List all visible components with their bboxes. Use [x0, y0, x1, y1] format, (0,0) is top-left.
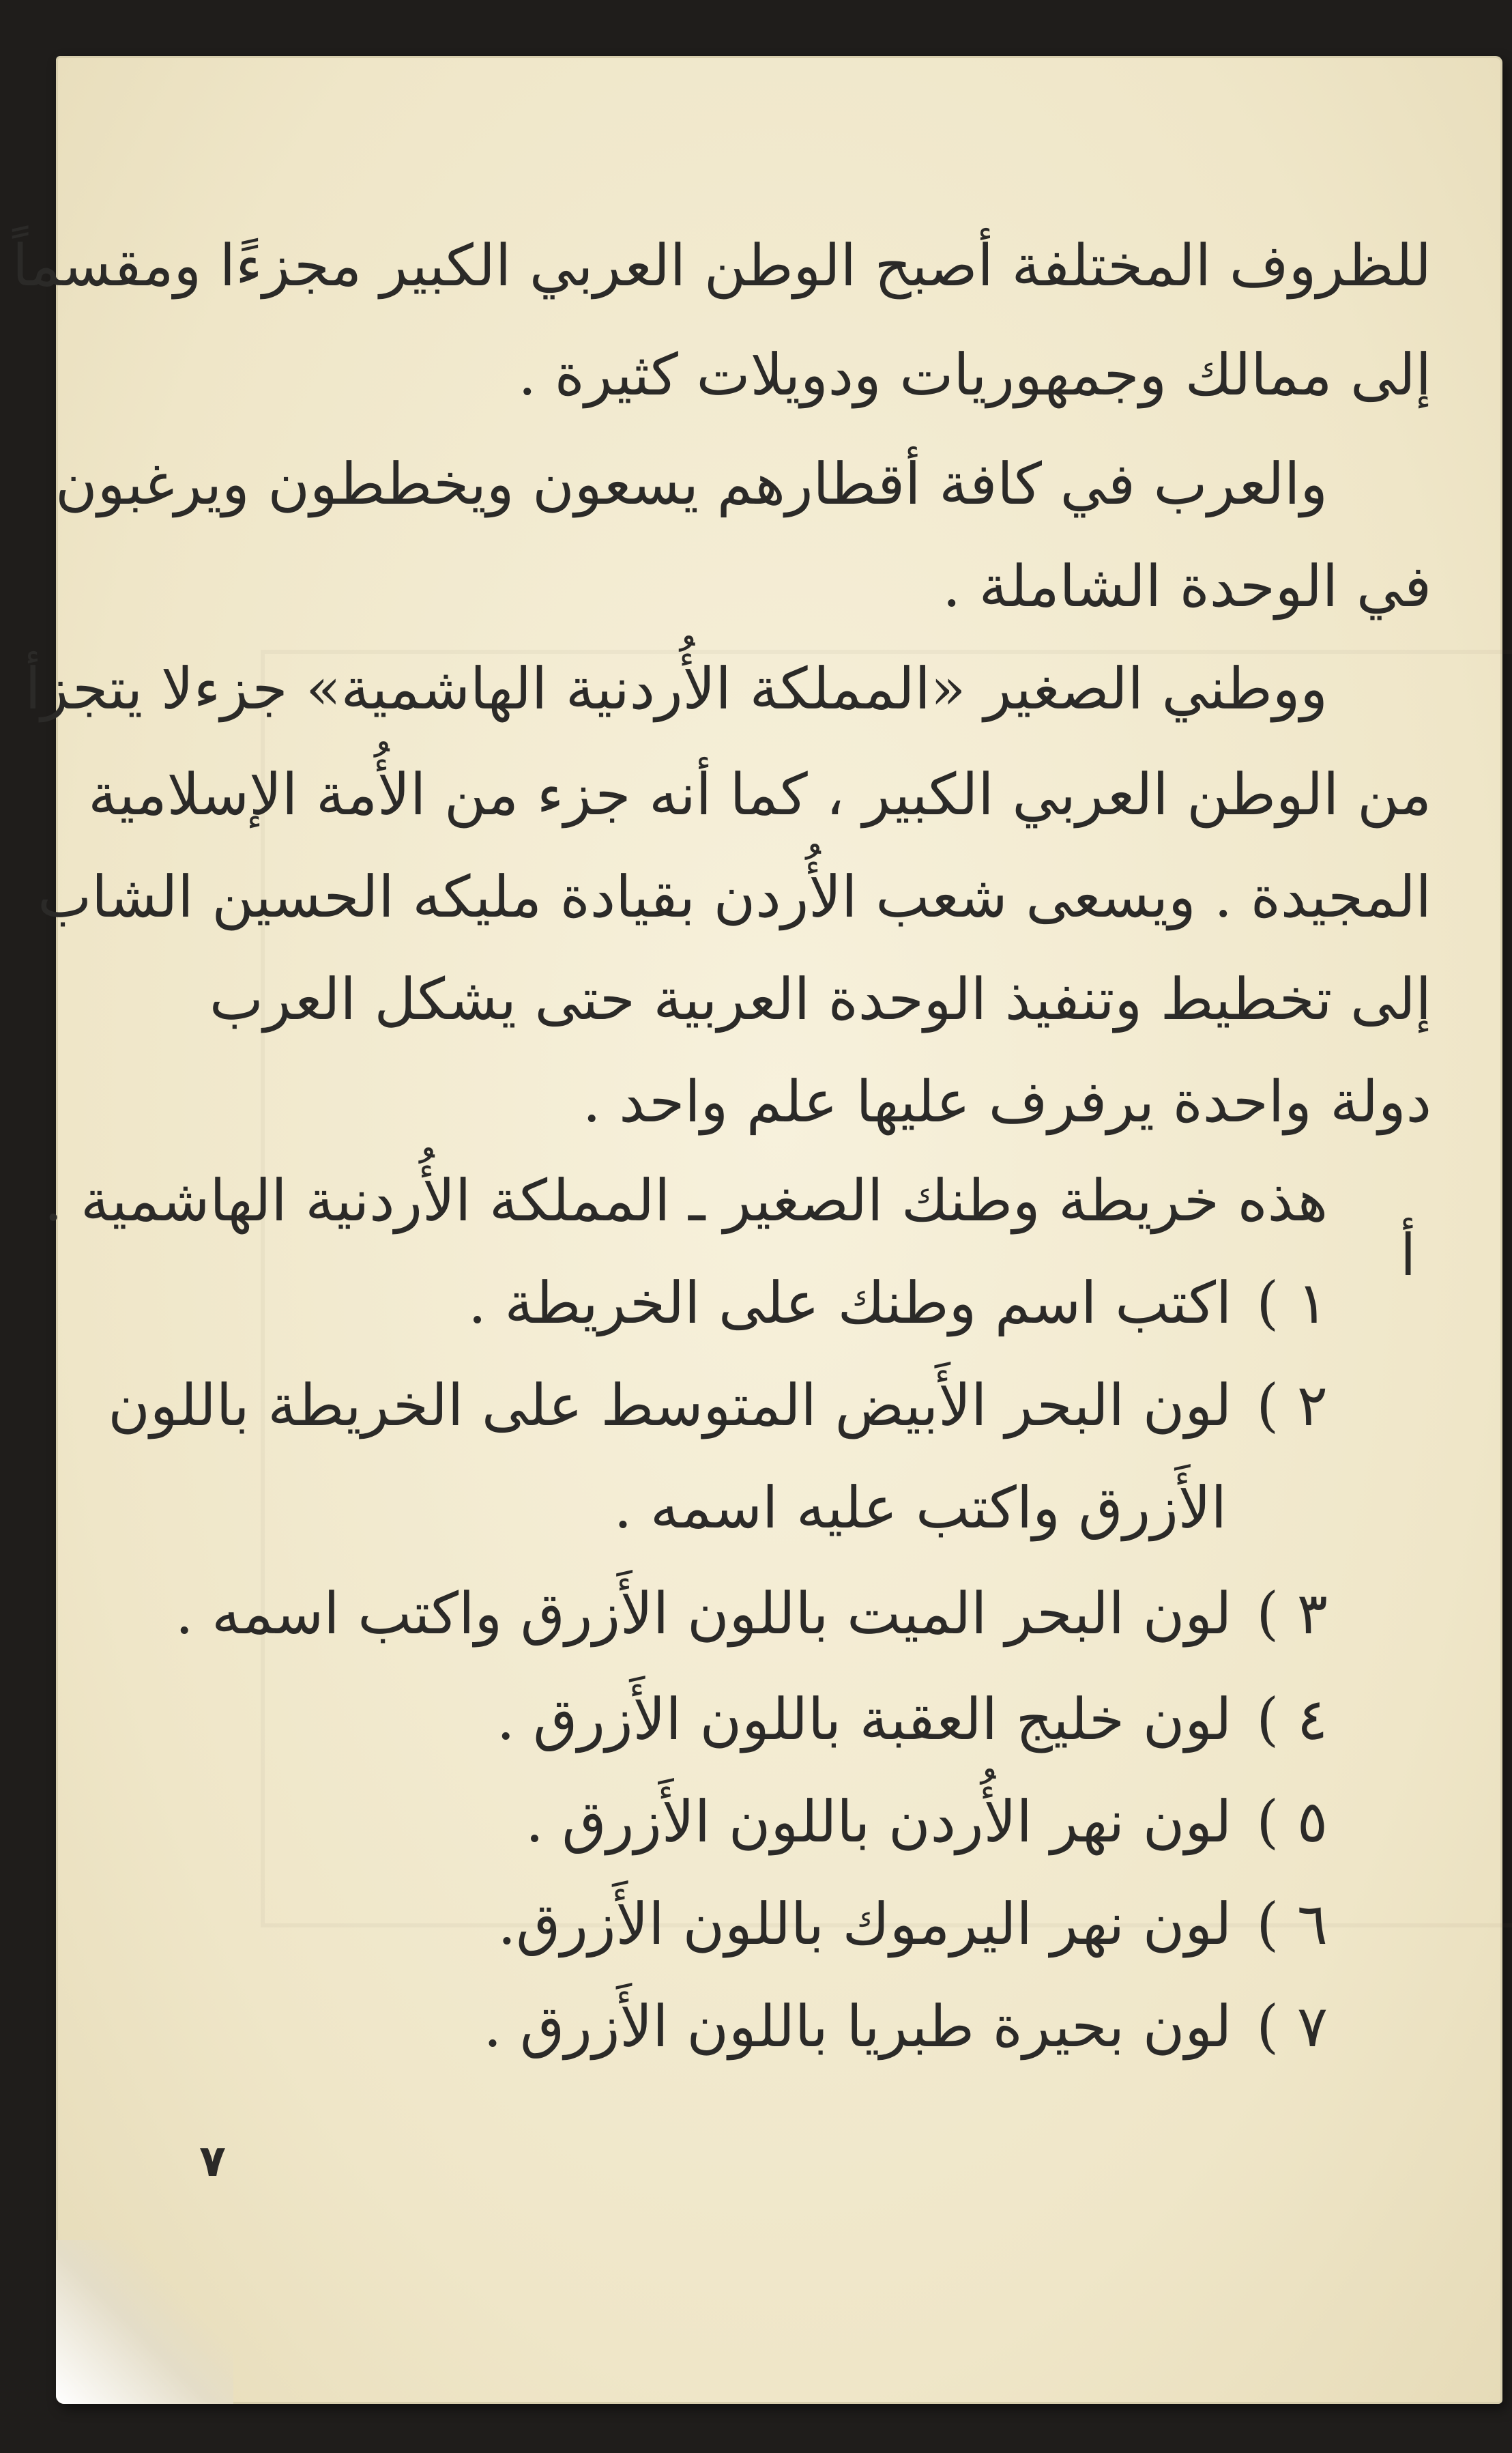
item-text: لون نهر اليرموك باللون الأَزرق.: [497, 1891, 1232, 1957]
item-number: ٥ ): [1256, 1788, 1328, 1855]
item-2: [108, 1372, 1328, 1439]
item-text: لون البحر الأَبيض المتوسط على الخريطة باللون: [108, 1372, 1232, 1439]
item-2-continuation: الأَزرق واكتب عليه اسمه .: [613, 1474, 1227, 1541]
item-number: ٦ ): [1256, 1891, 1328, 1957]
paragraph-3-line-5: دولة واحدة يرفرف عليها علم واحد .: [582, 1068, 1431, 1135]
item-number: ٢ ): [1256, 1372, 1328, 1439]
paragraph-3-line-2: من الوطن العربي الكبير ، كما أنه جزء من الأُمة الإسلامية: [88, 761, 1431, 828]
item-7: [484, 1993, 1328, 2060]
item-text: لون خليج العقبة باللون الأَزرق .: [496, 1686, 1232, 1753]
paragraph-4-line-1: هذه خريطة وطنك الصغير ـ المملكة الأُردنية الهاشمية .: [44, 1167, 1328, 1234]
paragraph-2-line-2: في الوحدة الشاملة .: [942, 553, 1431, 620]
item-text: لون البحر الميت باللون الأَزرق واكتب اسمه .: [175, 1580, 1232, 1647]
page-number: ٧: [199, 2136, 227, 2187]
page-curl: [56, 2240, 233, 2404]
margin-mark: أ: [1400, 1222, 1416, 1289]
item-number: ١ ): [1256, 1269, 1328, 1336]
item-5: [525, 1788, 1328, 1855]
item-3: [175, 1580, 1328, 1647]
paragraph-1-line-2: إلى ممالك وجمهوريات ودويلات كثيرة .: [518, 341, 1431, 408]
paragraph-3-line-1: ووطني الصغير «المملكة الأُردنية الهاشمية» جزءلا يتجزأ: [25, 655, 1328, 722]
item-text: لون نهر الأُردن باللون الأَزرق .: [525, 1788, 1232, 1855]
item-number: ٣ ): [1256, 1580, 1328, 1647]
item-text: لون بحيرة طبريا باللون الأَزرق .: [483, 1993, 1232, 2060]
paragraph-3-line-4: إلى تخطيط وتنفيذ الوحدة العربية حتى يشكل العرب: [209, 966, 1431, 1033]
item-1: [468, 1269, 1328, 1336]
item-6: [498, 1891, 1328, 1957]
item-number: ٤ ): [1256, 1686, 1328, 1753]
paragraph-2-line-1: والعرب في كافة أقطارهم يسعون ويخططون ويرغبون: [55, 450, 1328, 517]
paragraph-3-line-3: المجيدة . ويسعى شعب الأُردن بقيادة مليكه الحسين الشاب: [38, 863, 1431, 930]
item-number: ٧ ): [1256, 1993, 1328, 2060]
item-4: [497, 1686, 1328, 1753]
item-text: اكتب اسم وطنك على الخريطة .: [468, 1269, 1232, 1336]
paragraph-1-line-1: للظروف المختلفة أصبح الوطن العربي الكبير مجزءًا ومقسماً: [12, 232, 1431, 299]
